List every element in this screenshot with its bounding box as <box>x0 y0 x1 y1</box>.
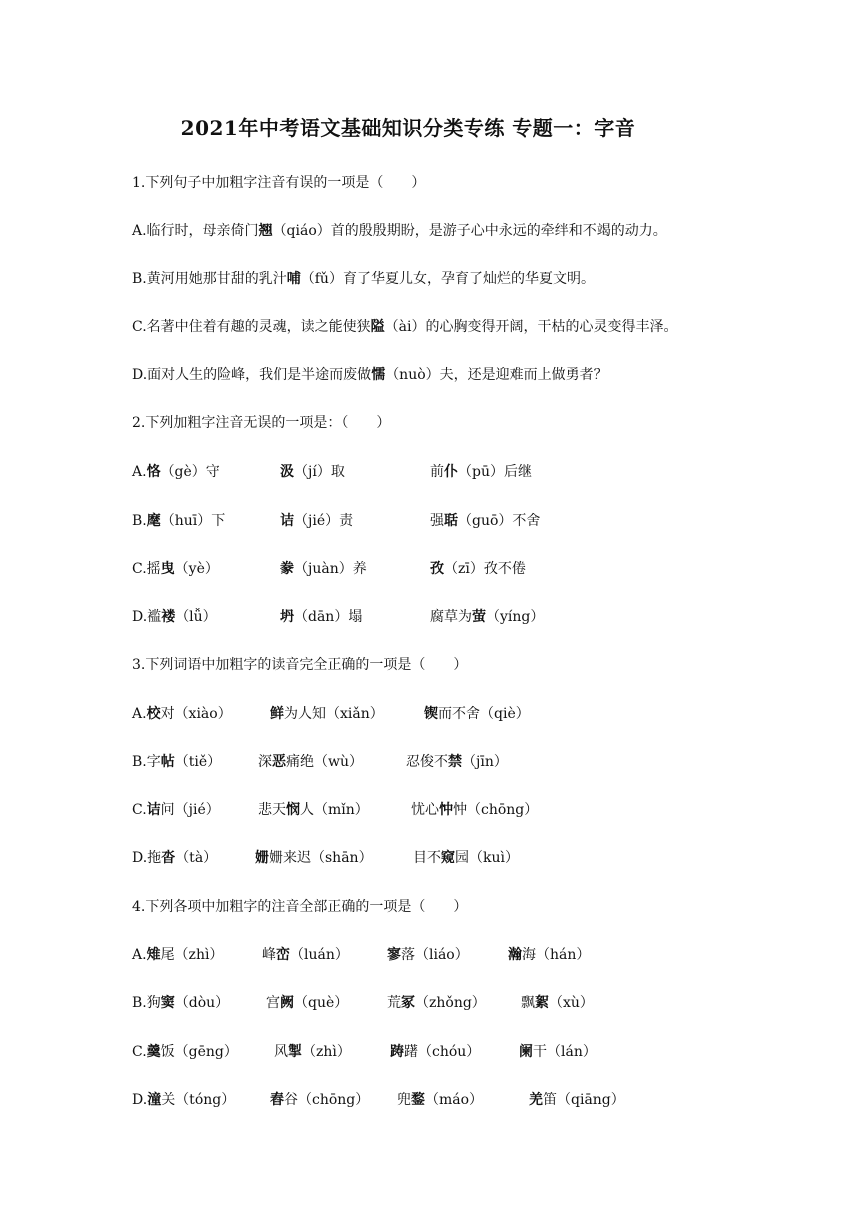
word-item: D.潼关（tóng） <box>132 1092 236 1108</box>
word-item: 汲（jí）取 <box>280 464 345 480</box>
option-text: A.临行时，母亲倚门 <box>132 223 259 239</box>
q1-option-d <box>132 364 608 384</box>
option-text: （fǔ）育了华夏儿女，孕育了灿烂的华夏文明。 <box>300 271 595 287</box>
option-text: D.面对人生的险峰，我们是半途而废做 <box>132 367 372 383</box>
word-item: 飘絮（xù） <box>521 995 594 1011</box>
word-item: B.麾（huī）下 <box>132 513 226 529</box>
word-item: 风掣（zhì） <box>274 1044 351 1060</box>
word-item: 目不窥园（kuì） <box>413 850 519 866</box>
word-item: C.羹饭（gēng） <box>132 1044 238 1060</box>
word-item: 豢（juàn）养 <box>280 561 367 577</box>
q1-option-c <box>132 316 678 336</box>
word-item: 宫阙（què） <box>266 995 349 1011</box>
word-item: 寥落（liáo） <box>387 947 469 963</box>
word-item: D.拖沓（tà） <box>132 850 218 866</box>
q2-stem: 2.下列加粗字注音无误的一项是：（ ） <box>132 415 391 431</box>
word-item: 阑干（lán） <box>519 1044 597 1060</box>
bold-char: 翘 <box>258 223 273 239</box>
word-item: 坍（dān）塌 <box>280 609 363 625</box>
word-item: 鲜为人知（xiǎn） <box>270 706 384 722</box>
q1-stem: 1.下列句子中加粗字注音有误的一项是（ ） <box>132 175 426 191</box>
word-item: 峰峦（luán） <box>262 947 349 963</box>
word-item: 踌躇（chóu） <box>390 1044 481 1060</box>
word-item: 舂谷（chōng） <box>270 1092 370 1108</box>
option-text: （nuò）夫，还是迎难而上做勇者？ <box>385 367 608 383</box>
word-item: 孜（zī）孜不倦 <box>430 561 526 577</box>
word-item: 姗姗来迟（shān） <box>255 850 373 866</box>
word-item: B.字帖（tiě） <box>132 754 222 770</box>
word-item: 深恶痛绝（wù） <box>258 754 363 770</box>
option-text: B.黄河用她那甘甜的乳汁 <box>132 271 287 287</box>
q1-option-b <box>132 268 595 288</box>
q1-option-a <box>132 220 667 240</box>
word-item: 锲而不舍（qiè） <box>424 706 530 722</box>
word-item: 兜鍪（máo） <box>397 1092 484 1108</box>
word-item: 腐草为萤（yíng） <box>430 609 545 625</box>
option-text: （qiáo）首的殷殷期盼，是游子心中永远的牵绊和不竭的动力。 <box>272 223 667 239</box>
q4-stem: 4.下列各项中加粗字的注音全部正确的一项是（ ） <box>132 899 468 915</box>
word-item: B.狗窦（dòu） <box>132 995 230 1011</box>
option-text: C.名著中住着有趣的灵魂，读之能使狭 <box>132 319 371 335</box>
bold-char: 隘 <box>370 319 385 335</box>
word-item: 强聒（guō）不舍 <box>430 513 541 529</box>
word-item: 诘（jié）责 <box>280 513 354 529</box>
q3-stem: 3.下列词语中加粗字的读音完全正确的一项是（ ） <box>132 657 468 673</box>
page-title: 2021年中考语文基础知识分类专练 专题一：字音 <box>180 116 636 140</box>
word-item: 羌笛（qiāng） <box>529 1092 625 1108</box>
word-item: A.校对（xiào） <box>132 706 232 722</box>
word-item: D.褴褛（lǚ） <box>132 609 217 625</box>
word-item: A.恪（gè）守 <box>132 464 220 480</box>
option-text: （ài）的心胸变得开阔，干枯的心灵变得丰泽。 <box>384 319 678 335</box>
word-item: 瀚海（hán） <box>508 947 591 963</box>
word-item: C.诘问（jié） <box>132 802 220 818</box>
word-item: 荒冢（zhǒng） <box>387 995 486 1011</box>
word-item: 忍俊不禁（jīn） <box>406 754 508 770</box>
word-item: C.摇曳（yè） <box>132 561 219 577</box>
word-item: 悲天悯人（mǐn） <box>258 802 369 818</box>
word-item: 前仆（pū）后继 <box>430 464 532 480</box>
bold-char: 哺 <box>286 271 301 287</box>
bold-char: 懦 <box>371 367 386 383</box>
word-item: 忧心忡忡（chōng） <box>411 802 539 818</box>
word-item: A.雉尾（zhì） <box>132 947 224 963</box>
